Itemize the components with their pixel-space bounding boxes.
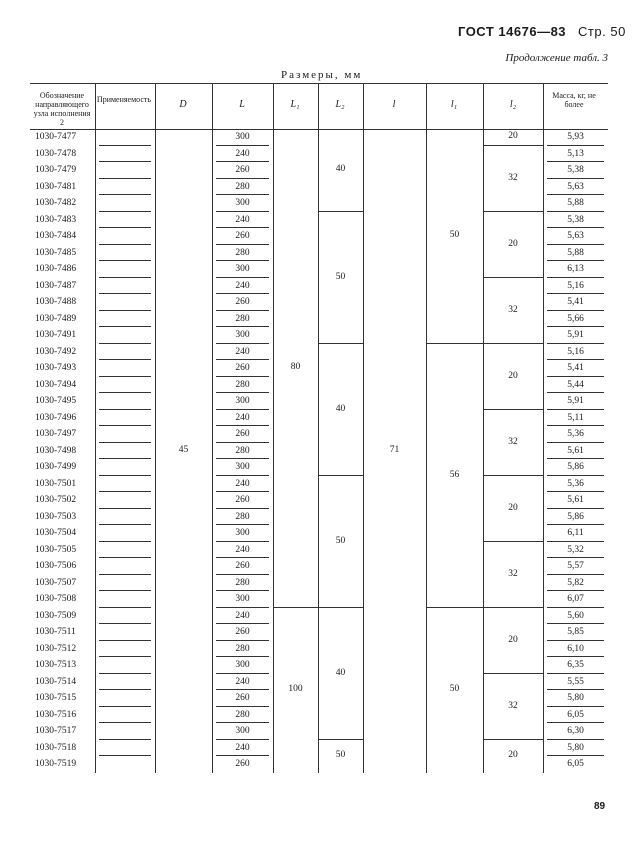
row-rule	[547, 755, 604, 756]
length-L-value: 300	[235, 198, 250, 208]
mass-value: 5,61	[567, 495, 584, 505]
part-code: 1030-7478	[35, 148, 77, 159]
col-header-applicability: Применяемость	[96, 95, 152, 104]
length-L-value: 260	[235, 231, 250, 241]
row-rule	[99, 376, 151, 377]
mass-value: 6,35	[567, 660, 584, 670]
length-L-value: 300	[235, 462, 250, 472]
column-rule	[273, 83, 274, 773]
part-code: 1030-7498	[35, 445, 77, 456]
merged-l2-value: 20	[508, 238, 518, 249]
part-code: 1030-7504	[35, 528, 77, 538]
row-rule	[216, 557, 269, 558]
row-rule	[99, 178, 151, 179]
part-code: 1030-7502	[35, 495, 77, 505]
row-rule	[216, 194, 269, 195]
mass-value: 5,41	[567, 297, 584, 307]
row-rule	[216, 392, 269, 393]
row-rule	[216, 475, 269, 476]
merged-L2-value: 50	[335, 271, 346, 282]
part-code: 1030-7496	[35, 412, 77, 423]
group-rule	[318, 475, 363, 476]
group-rule	[318, 739, 363, 740]
part-code: 1030-7487	[35, 280, 77, 291]
page-number: 89	[594, 801, 606, 812]
part-code: 1030-7514	[35, 676, 77, 687]
merged-l1-value: 50	[449, 230, 460, 241]
mass-value: 5,38	[567, 214, 584, 225]
column-rule	[95, 83, 96, 773]
row-rule	[216, 706, 269, 707]
part-code: 1030-7488	[35, 297, 77, 307]
merged-l2-value: 20	[508, 502, 518, 513]
length-L-value: 260	[235, 693, 250, 703]
standard-title: ГОСТ 14676—83	[458, 24, 567, 39]
row-rule	[547, 244, 604, 245]
merged-L2-value: 40	[335, 403, 346, 414]
row-rule	[99, 211, 151, 212]
mass-value: 5,60	[567, 610, 584, 621]
row-rule	[216, 442, 269, 443]
length-L-value: 300	[235, 330, 250, 340]
row-rule	[216, 178, 269, 179]
length-L-value: 260	[235, 429, 250, 439]
merged-l2-value: 32	[508, 436, 518, 447]
part-code: 1030-7517	[35, 726, 77, 736]
row-rule	[547, 178, 604, 179]
mass-value: 5,80	[567, 693, 584, 703]
length-L-value: 240	[235, 214, 250, 225]
row-rule	[547, 409, 604, 410]
length-L-value: 240	[235, 742, 250, 753]
row-rule	[99, 706, 151, 707]
merged-l1-value: 50	[449, 684, 460, 694]
row-rule	[547, 706, 604, 707]
merged-l2-value: 20	[508, 750, 518, 760]
merged-l2-value: 32	[508, 172, 518, 183]
mass-value: 5,57	[567, 561, 584, 571]
mass-value: 5,36	[567, 429, 584, 439]
merged-l-value: 71	[389, 444, 400, 455]
row-rule	[547, 425, 604, 426]
column-rule	[483, 83, 484, 773]
row-rule	[99, 458, 151, 459]
row-rule	[547, 722, 604, 723]
length-L-value: 300	[235, 594, 250, 604]
col-header-designation: Обозначение направляющего узла исполнения 2	[33, 91, 91, 127]
row-rule	[99, 607, 151, 608]
row-rule	[547, 590, 604, 591]
row-rule	[99, 161, 151, 162]
part-code: 1030-7482	[35, 198, 77, 208]
row-rule	[99, 359, 151, 360]
mass-value: 5,61	[567, 445, 584, 456]
part-code: 1030-7492	[35, 346, 77, 357]
length-L-value: 280	[235, 577, 250, 588]
part-code: 1030-7516	[35, 709, 77, 720]
group-rule	[318, 607, 363, 608]
group-rule	[483, 409, 543, 410]
row-rule	[547, 673, 604, 674]
length-L-value: 260	[235, 759, 250, 769]
row-rule	[99, 541, 151, 542]
row-rule	[547, 260, 604, 261]
row-rule	[547, 458, 604, 459]
row-rule	[216, 293, 269, 294]
part-code: 1030-7501	[35, 478, 77, 489]
row-rule	[216, 145, 269, 146]
length-L-value: 240	[235, 544, 250, 555]
row-rule	[547, 211, 604, 212]
row-rule	[216, 673, 269, 674]
row-rule	[99, 557, 151, 558]
row-rule	[547, 689, 604, 690]
length-L-value: 280	[235, 379, 250, 390]
mass-value: 5,80	[567, 742, 584, 753]
mass-value: 6,30	[567, 726, 584, 736]
length-L-value: 280	[235, 181, 250, 192]
length-L-value: 300	[235, 726, 250, 736]
row-rule	[216, 508, 269, 509]
row-rule	[547, 607, 604, 608]
row-rule	[99, 574, 151, 575]
group-rule	[483, 541, 543, 542]
mass-value: 6,13	[567, 264, 584, 274]
group-rule	[318, 343, 363, 344]
part-code: 1030-7505	[35, 544, 77, 555]
part-code: 1030-7519	[35, 759, 77, 769]
merged-L1-value: 80	[290, 362, 301, 373]
length-L-value: 300	[235, 660, 250, 670]
row-rule	[547, 392, 604, 393]
mass-value: 5,38	[567, 165, 584, 175]
part-code: 1030-7511	[35, 627, 76, 637]
row-rule	[547, 161, 604, 162]
row-rule	[99, 326, 151, 327]
mass-value: 5,93	[567, 132, 584, 142]
row-rule	[547, 623, 604, 624]
row-rule	[99, 491, 151, 492]
part-code: 1030-7515	[35, 693, 77, 703]
row-rule	[216, 211, 269, 212]
length-L-value: 300	[235, 132, 250, 142]
mass-value: 5,88	[567, 247, 584, 258]
row-rule	[547, 326, 604, 327]
part-code: 1030-7495	[35, 396, 77, 406]
part-code: 1030-7491	[35, 330, 77, 340]
row-rule	[547, 491, 604, 492]
group-rule	[483, 475, 543, 476]
header-bottom-rule	[30, 129, 608, 130]
length-L-value: 300	[235, 396, 250, 406]
row-rule	[547, 656, 604, 657]
row-rule	[99, 656, 151, 657]
row-rule	[547, 343, 604, 344]
length-L-value: 280	[235, 643, 250, 654]
row-rule	[216, 458, 269, 459]
part-code: 1030-7512	[35, 643, 77, 654]
column-rule	[426, 83, 427, 773]
mass-value: 5,44	[567, 379, 584, 390]
row-rule	[99, 475, 151, 476]
merged-l2-value: 20	[508, 634, 518, 645]
length-L-value: 240	[235, 478, 250, 489]
row-rule	[99, 508, 151, 509]
merged-L2-value: 50	[335, 535, 346, 546]
mass-value: 5,55	[567, 676, 584, 687]
row-rule	[547, 541, 604, 542]
row-rule	[547, 524, 604, 525]
row-rule	[216, 359, 269, 360]
row-rule	[99, 293, 151, 294]
row-rule	[547, 194, 604, 195]
row-rule	[99, 755, 151, 756]
length-L-value: 260	[235, 363, 250, 373]
part-code: 1030-7489	[35, 313, 77, 324]
row-rule	[216, 277, 269, 278]
row-rule	[99, 244, 151, 245]
mass-value: 5,16	[567, 346, 584, 357]
length-L-value: 280	[235, 313, 250, 324]
row-rule	[216, 227, 269, 228]
part-code: 1030-7509	[35, 610, 77, 621]
group-rule	[483, 145, 543, 146]
row-rule	[99, 640, 151, 641]
row-rule	[547, 640, 604, 641]
group-rule	[426, 607, 483, 608]
length-L-value: 260	[235, 297, 250, 307]
row-rule	[216, 409, 269, 410]
row-rule	[216, 739, 269, 740]
length-L-value: 260	[235, 165, 250, 175]
page-label: Стр. 50	[578, 24, 626, 39]
length-L-value: 280	[235, 445, 250, 456]
row-rule	[99, 673, 151, 674]
merged-l2-value: 32	[508, 568, 518, 579]
group-rule	[318, 211, 363, 212]
mass-value: 5,36	[567, 478, 584, 489]
length-L-value: 240	[235, 676, 250, 687]
row-rule	[99, 310, 151, 311]
col-header-l2: l₂	[509, 99, 517, 110]
row-rule	[99, 409, 151, 410]
row-rule	[216, 310, 269, 311]
row-rule	[99, 227, 151, 228]
part-code: 1030-7518	[35, 742, 77, 753]
row-rule	[99, 194, 151, 195]
row-rule	[216, 244, 269, 245]
column-rule	[155, 83, 156, 773]
row-rule	[216, 755, 269, 756]
row-rule	[216, 260, 269, 261]
row-rule	[547, 227, 604, 228]
sizes-caption: Размеры, мм	[281, 69, 363, 81]
mass-value: 5,91	[567, 330, 584, 340]
row-rule	[216, 425, 269, 426]
merged-l2-value: 20	[508, 131, 518, 142]
row-rule	[216, 590, 269, 591]
group-rule	[483, 673, 543, 674]
group-rule	[483, 343, 543, 344]
row-rule	[216, 541, 269, 542]
mass-value: 5,91	[567, 396, 584, 406]
part-code: 1030-7507	[35, 577, 77, 588]
row-rule	[547, 359, 604, 360]
length-L-value: 260	[235, 627, 250, 637]
row-rule	[99, 590, 151, 591]
length-L-value: 240	[235, 346, 250, 357]
merged-L1-value: 100	[288, 684, 303, 694]
table-continuation-note: Продолжение табл. 3	[505, 52, 608, 64]
length-L-value: 240	[235, 280, 250, 291]
row-rule	[216, 343, 269, 344]
row-rule	[99, 689, 151, 690]
part-code: 1030-7479	[35, 165, 77, 175]
mass-value: 6,11	[567, 528, 584, 538]
mass-value: 5,32	[567, 544, 584, 555]
row-rule	[547, 376, 604, 377]
group-rule	[483, 211, 543, 212]
length-L-value: 240	[235, 610, 250, 621]
part-code: 1030-7506	[35, 561, 77, 571]
row-rule	[216, 640, 269, 641]
mass-value: 5,41	[567, 363, 584, 373]
row-rule	[99, 392, 151, 393]
row-rule	[547, 574, 604, 575]
merged-l2-value: 32	[508, 304, 518, 315]
row-rule	[547, 508, 604, 509]
length-L-value: 280	[235, 511, 250, 522]
row-rule	[99, 442, 151, 443]
dimensions-table	[30, 83, 608, 796]
length-L-value: 240	[235, 412, 250, 423]
row-rule	[547, 442, 604, 443]
row-rule	[216, 524, 269, 525]
merged-L2-value: 40	[335, 667, 346, 678]
col-header-l1: l₁	[450, 99, 458, 110]
row-rule	[216, 689, 269, 690]
mass-value: 5,13	[567, 148, 584, 159]
length-L-value: 260	[235, 561, 250, 571]
length-L-value: 280	[235, 709, 250, 720]
row-rule	[99, 524, 151, 525]
row-rule	[99, 343, 151, 344]
row-rule	[99, 739, 151, 740]
mass-value: 6,07	[567, 594, 584, 604]
row-rule	[99, 623, 151, 624]
page-header	[458, 24, 626, 39]
mass-value: 5,86	[567, 511, 584, 522]
length-L-value: 300	[235, 264, 250, 274]
length-L-value: 240	[235, 148, 250, 159]
col-header-L2: L₂	[335, 99, 345, 110]
mass-value: 5,63	[567, 231, 584, 241]
mass-value: 5,11	[567, 412, 584, 423]
length-L-value: 300	[235, 528, 250, 538]
group-rule	[483, 277, 543, 278]
part-code: 1030-7484	[35, 231, 77, 241]
length-L-value: 260	[235, 495, 250, 505]
row-rule	[216, 326, 269, 327]
mass-value: 5,86	[567, 462, 584, 472]
col-header-D: D	[179, 99, 187, 110]
part-code: 1030-7503	[35, 511, 77, 522]
mass-value: 6,05	[567, 709, 584, 720]
row-rule	[99, 145, 151, 146]
column-rule	[363, 83, 364, 773]
merged-L2-value: 50	[335, 750, 346, 760]
merged-L2-value: 40	[335, 164, 346, 175]
row-rule	[547, 293, 604, 294]
part-code: 1030-7508	[35, 594, 77, 604]
row-rule	[99, 722, 151, 723]
part-code: 1030-7493	[35, 363, 77, 373]
group-rule	[426, 343, 483, 344]
row-rule	[547, 145, 604, 146]
row-rule	[216, 607, 269, 608]
row-rule	[216, 376, 269, 377]
merged-l2-value: 32	[508, 700, 518, 711]
part-code: 1030-7486	[35, 264, 77, 274]
mass-value: 5,63	[567, 181, 584, 192]
merged-D-value: 45	[178, 444, 189, 455]
col-header-L: L	[239, 99, 245, 110]
row-rule	[99, 260, 151, 261]
mass-value: 5,82	[567, 577, 584, 588]
part-code: 1030-7499	[35, 462, 77, 472]
row-rule	[216, 722, 269, 723]
col-header-mass: Масса, кг, не более	[552, 91, 596, 109]
part-code: 1030-7481	[35, 181, 77, 192]
part-code: 1030-7485	[35, 247, 77, 258]
length-L-value: 280	[235, 247, 250, 258]
part-code: 1030-7483	[35, 214, 77, 225]
group-rule	[483, 607, 543, 608]
part-code: 1030-7513	[35, 660, 77, 670]
table-top-rule	[30, 83, 608, 84]
row-rule	[547, 475, 604, 476]
mass-value: 6,10	[567, 643, 584, 654]
row-rule	[99, 425, 151, 426]
row-rule	[547, 557, 604, 558]
row-rule	[547, 310, 604, 311]
col-header-L1: L₁	[290, 99, 300, 110]
row-rule	[216, 161, 269, 162]
merged-l1-value: 56	[449, 469, 460, 480]
part-code: 1030-7494	[35, 379, 77, 390]
row-rule	[216, 574, 269, 575]
mass-value: 5,66	[567, 313, 584, 324]
row-rule	[216, 623, 269, 624]
row-rule	[547, 277, 604, 278]
mass-value: 5,16	[567, 280, 584, 291]
group-rule	[483, 739, 543, 740]
mass-value: 5,85	[567, 627, 584, 637]
part-code: 1030-7477	[35, 132, 77, 142]
row-rule	[99, 277, 151, 278]
mass-value: 5,88	[567, 198, 584, 208]
mass-value: 6,05	[567, 759, 584, 769]
row-rule	[216, 656, 269, 657]
col-header-l: l	[392, 99, 396, 110]
merged-l2-value: 20	[508, 370, 518, 381]
group-rule	[273, 607, 318, 608]
row-rule	[216, 491, 269, 492]
row-rule	[547, 739, 604, 740]
part-code: 1030-7497	[35, 429, 77, 439]
